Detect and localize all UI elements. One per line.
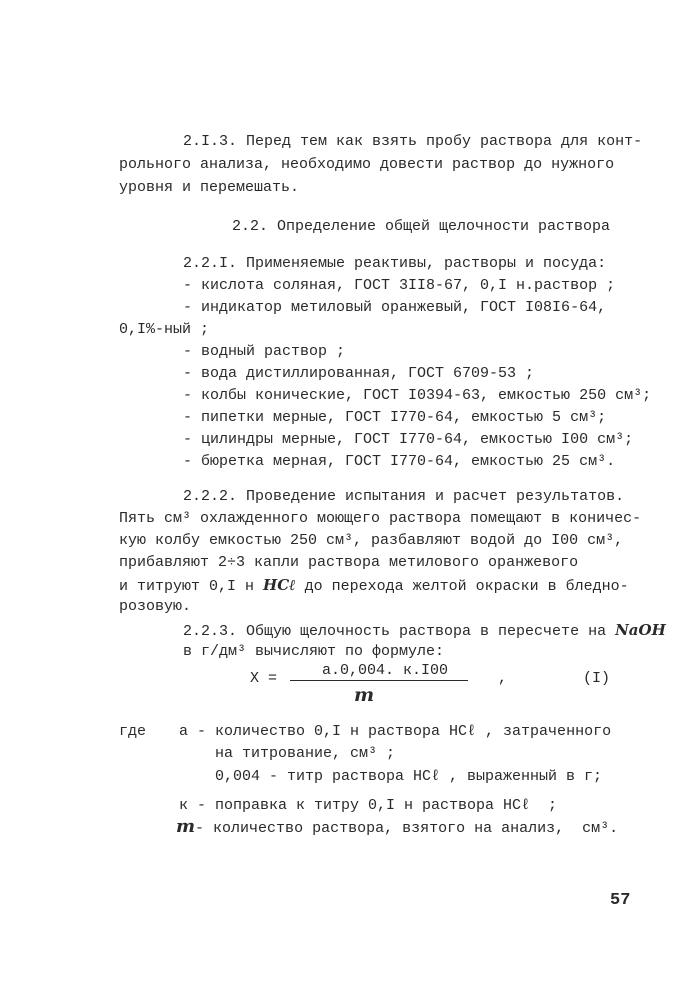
paragraph-2-2-3-line-2: в г/дм³ вычисляют по формуле: <box>183 643 445 660</box>
text-run: 2.2.3. Общую щелочность раствора в пересчете на <box>183 623 616 640</box>
paragraph-2-2-2-line-6: розовую. <box>119 598 192 615</box>
naoh-formula: NaOH <box>615 621 666 639</box>
reagent-item: - вода дистиллированная, ГОСТ 6709-53 ; <box>183 365 535 382</box>
where-label: где <box>119 723 147 740</box>
m-symbol: m <box>176 816 196 837</box>
formula-trailing-comma: , <box>498 670 508 687</box>
fraction-bar <box>290 680 468 681</box>
hcl-formula: HCℓ <box>263 576 296 594</box>
reagent-item: - цилиндры мерные, ГОСТ I770-64, емкостью I00 см³; <box>183 431 634 448</box>
definition-m <box>176 818 618 838</box>
formula-lhs: X = <box>250 670 278 687</box>
formula-number: (I) <box>583 670 611 687</box>
paragraph-2-2-3-line-1 <box>183 621 666 641</box>
paragraph-2-2-2-line-5 <box>119 576 629 596</box>
definition-a-line-1: а - количество 0,I н раствора HCℓ , затраченного <box>179 723 612 740</box>
text-run: до перехода желтой окраски в бледно- <box>295 578 629 595</box>
paragraph-2-1-3-line-1: 2.I.3. Перед тем как взять пробу раствора для конт- <box>183 133 643 150</box>
formula-numerator: a.0,004. к.I00 <box>322 662 449 679</box>
reagent-item: - кислота соляная, ГОСТ 3II8-67, 0,I н.раствор ; <box>183 277 616 294</box>
paragraph-2-1-3-line-2: рольного анализа, необходимо довести раствор до нужного <box>119 156 615 173</box>
paragraph-2-2-2-line-1: 2.2.2. Проведение испытания и расчет результатов. <box>183 488 625 505</box>
section-heading-2-2: 2.2. Определение общей щелочности раствора <box>232 218 611 235</box>
definition-titr: 0,004 - титр раствора HCℓ , выраженный в г; <box>215 768 603 785</box>
reagent-item: - пипетки мерные, ГОСТ I770-64, емкостью 5 см³; <box>183 409 607 426</box>
page-number: 57 <box>610 891 631 910</box>
paragraph-2-2-2-line-4: прибавляют 2÷3 капли раствора метилового оранжевого <box>119 554 579 571</box>
reagent-item: - бюретка мерная, ГОСТ I770-64, емкостью 25 см³. <box>183 453 616 470</box>
formula-denominator: m <box>354 684 375 706</box>
paragraph-2-1-3-line-3: уровня и перемешать. <box>119 179 300 196</box>
reagent-item-continuation: 0,I%-ный ; <box>119 321 210 338</box>
definition-k: к - поправка к титру 0,I н раствора HCℓ ; <box>179 797 558 814</box>
reagent-item: - водный раствор ; <box>183 343 346 360</box>
paragraph-2-2-2-line-3: кую колбу емкостью 250 см³, разбавляют водой до I00 см³, <box>119 532 624 549</box>
text-run: и титруют 0,I н <box>119 578 264 595</box>
paragraph-2-2-1-intro: 2.2.I. Применяемые реактивы, растворы и посуда: <box>183 255 607 272</box>
paragraph-2-2-2-line-2: Пять см³ охлажденного моющего раствора помещают в коничес- <box>119 510 642 527</box>
definition-a-line-2: на титрование, см³ ; <box>215 745 396 762</box>
text-run: - количество раствора, взятого на анализ, см³. <box>195 820 619 837</box>
reagent-item: - индикатор метиловый оранжевый, ГОСТ I08I6-64, <box>183 299 607 316</box>
reagent-item: - колбы конические, ГОСТ I0394-63, емкостью 250 см³; <box>183 387 652 404</box>
